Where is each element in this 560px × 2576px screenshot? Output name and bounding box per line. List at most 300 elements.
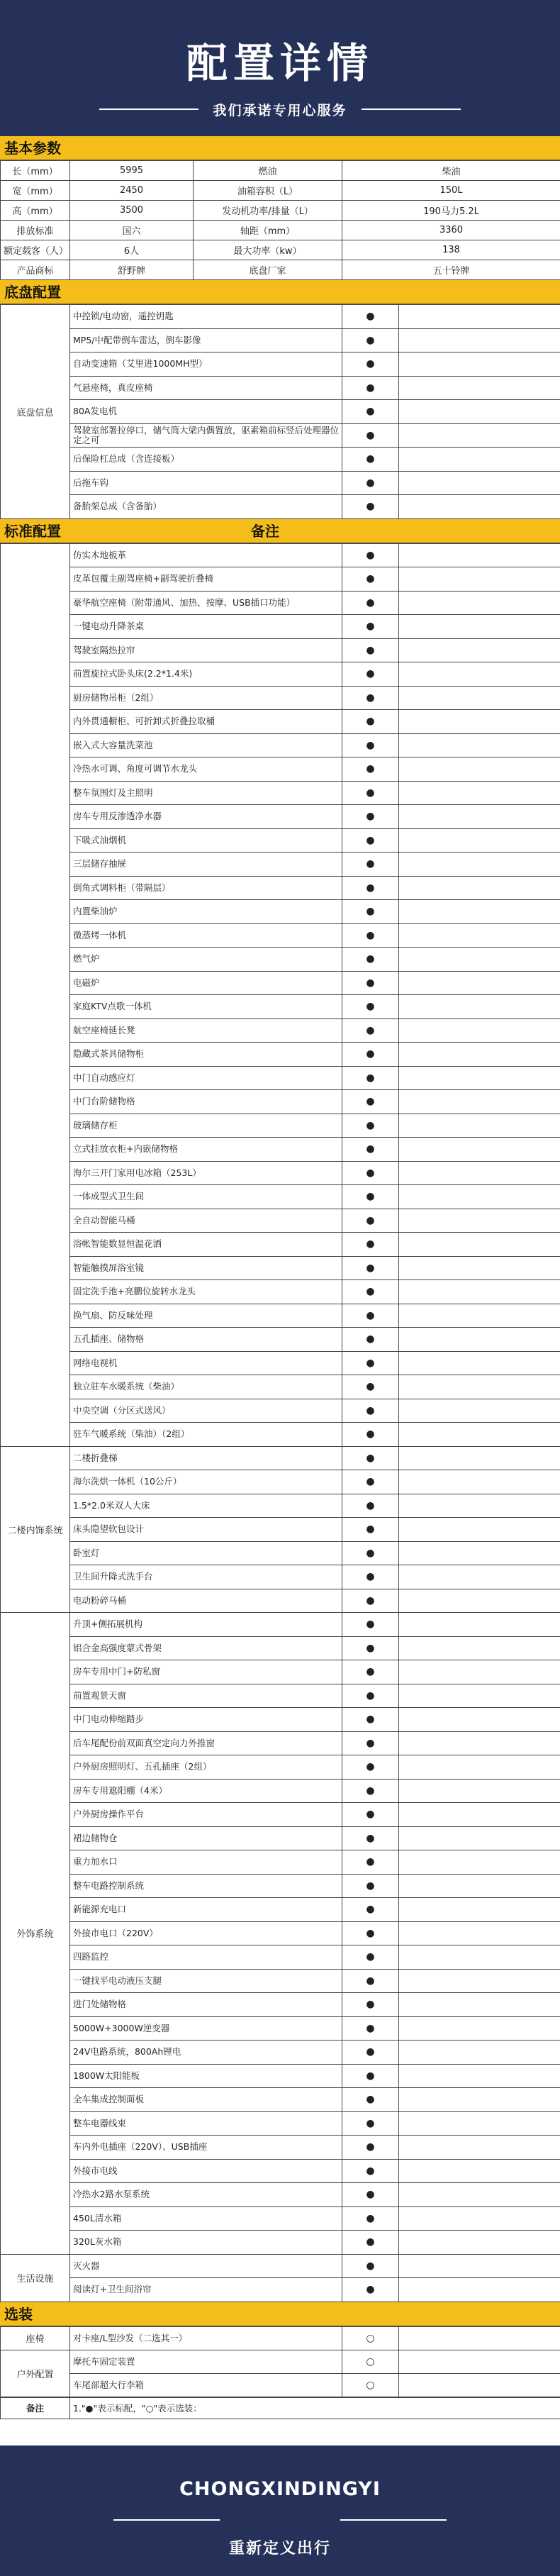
feature-mark: ● <box>342 1708 399 1732</box>
feature-note <box>399 1423 560 1447</box>
feature-note <box>399 948 560 972</box>
standard-row <box>1 591 560 615</box>
page-header <box>0 0 560 136</box>
standard-row <box>1 733 560 757</box>
feature-note <box>399 1826 560 1850</box>
feature-mark: ● <box>342 1731 399 1755</box>
feature-item: 户外厨房操作平台 <box>70 1803 342 1827</box>
feature-item: 全自动智能马桶 <box>70 1209 342 1233</box>
standard-row <box>1 1256 560 1280</box>
feature-mark: ● <box>342 781 399 805</box>
standard-row <box>1 1066 560 1090</box>
feature-item: 海尔三开门家用电冰箱（253L） <box>70 1161 342 1185</box>
feature-mark: ○ <box>342 2326 399 2350</box>
feature-note <box>399 1209 560 1233</box>
feature-mark: ● <box>342 543 399 567</box>
feature-note <box>399 1185 560 1209</box>
feature-note <box>399 805 560 829</box>
feature-note <box>399 615 560 639</box>
standard-row <box>1 1090 560 1114</box>
feature-mark: ● <box>342 995 399 1019</box>
standard-row <box>1 1589 560 1613</box>
feature-item: 厨房储物吊柜（2组） <box>70 686 342 710</box>
standard-row <box>1 1898 560 1922</box>
feature-item: 裙边储物仓 <box>70 1826 342 1850</box>
feature-mark: ● <box>342 1138 399 1162</box>
feature-item: 固定洗手池+亮鹏位旋转水龙头 <box>70 1280 342 1304</box>
feature-item: 450L清水箱 <box>70 2206 342 2231</box>
feature-mark: ● <box>342 1826 399 1850</box>
feature-item: 中控锁/电动窗，遥控钥匙 <box>70 305 342 329</box>
basic-param-row <box>1 161 560 181</box>
page-subtitle: 我们承诺专用心服务 <box>213 103 347 118</box>
standard-row <box>1 1209 560 1233</box>
category-label: 座椅 <box>1 2326 70 2350</box>
feature-note <box>399 400 560 424</box>
feature-item: 电磁炉 <box>70 971 342 995</box>
category-label: 户外配置 <box>1 2350 70 2397</box>
feature-mark: ● <box>342 328 399 352</box>
standard-row <box>1 805 560 829</box>
feature-mark: ● <box>342 900 399 924</box>
feature-mark: ● <box>342 2254 399 2278</box>
basic-params-table <box>0 160 560 280</box>
feature-note <box>399 2254 560 2278</box>
feature-note <box>399 923 560 948</box>
feature-item: 一体成型式卫生间 <box>70 1185 342 1209</box>
feature-item: 外接市电线 <box>70 2159 342 2183</box>
feature-mark: ● <box>342 1755 399 1780</box>
options-table <box>0 2326 560 2397</box>
feature-mark: ● <box>342 1375 399 1399</box>
feature-note <box>399 495 560 519</box>
feature-item: 新能源充电口 <box>70 1898 342 1922</box>
category-label: 生活设施 <box>1 2254 70 2302</box>
feature-item: 车尾部超大行李箱 <box>70 2373 342 2397</box>
feature-mark: ● <box>342 376 399 400</box>
feature-mark: ● <box>342 948 399 972</box>
standard-row <box>1 686 560 710</box>
feature-note <box>399 2350 560 2373</box>
standard-row <box>1 923 560 948</box>
standard-row <box>1 1304 560 1328</box>
feature-item: 皮革包覆主副驾座椅+副驾驶折叠椅 <box>70 567 342 592</box>
standard-row <box>1 710 560 734</box>
feature-note <box>399 2159 560 2183</box>
feature-item: 二楼折叠梯 <box>70 1446 342 1470</box>
footer-divider-left <box>113 2519 220 2521</box>
feature-mark: ● <box>342 1446 399 1470</box>
standard-row <box>1 1399 560 1423</box>
feature-mark: ● <box>342 733 399 757</box>
feature-mark: ● <box>342 1779 399 1803</box>
standard-row <box>1 1375 560 1399</box>
standard-row <box>1 1138 560 1162</box>
standard-row <box>1 757 560 782</box>
feature-mark: ● <box>342 1351 399 1375</box>
option-row <box>1 2350 560 2373</box>
feature-item: 五孔插座、储物格 <box>70 1328 342 1352</box>
standard-row <box>1 615 560 639</box>
feature-note <box>399 1138 560 1162</box>
standard-row <box>1 2016 560 2041</box>
feature-mark: ● <box>342 923 399 948</box>
section-standard-title: 标准配置 <box>4 522 61 540</box>
feature-mark: ● <box>342 1018 399 1043</box>
feature-mark: ● <box>342 2111 399 2136</box>
feature-item: 80A发电机 <box>70 400 342 424</box>
feature-note <box>399 471 560 495</box>
feature-item: 气悬座椅，真皮座椅 <box>70 376 342 400</box>
param-value: 2450 <box>70 181 194 201</box>
standard-row <box>1 1755 560 1780</box>
feature-item: 进门处储物格 <box>70 1993 342 2017</box>
feature-note <box>399 1731 560 1755</box>
feature-note <box>399 853 560 877</box>
feature-item: 卫生间升降式洗手台 <box>70 1565 342 1589</box>
feature-item: 家庭KTV点歌一体机 <box>70 995 342 1019</box>
feature-item: 1800W太阳能板 <box>70 2064 342 2088</box>
param-label: 长（mm） <box>1 161 70 181</box>
feature-mark: ● <box>342 1280 399 1304</box>
feature-mark: ● <box>342 495 399 519</box>
standard-row <box>1 1114 560 1138</box>
feature-item: 房车专用遮阳棚（4米） <box>70 1779 342 1803</box>
standard-row <box>1 1161 560 1185</box>
standard-row <box>1 2111 560 2136</box>
section-chassis <box>0 280 560 304</box>
param-value: 五十铃牌 <box>342 260 560 280</box>
feature-note <box>399 1256 560 1280</box>
feature-note <box>399 1969 560 1993</box>
feature-item: 后车尾配份前双面真空定向力外推窗 <box>70 1731 342 1755</box>
feature-item: MP5/中配带倒车雷达，倒车影像 <box>70 328 342 352</box>
feature-mark: ● <box>342 1209 399 1233</box>
feature-mark: ● <box>342 2088 399 2112</box>
feature-item: 阅读灯+卫生间浴帘 <box>70 2278 342 2302</box>
section-standard-note: 备注 <box>251 522 279 540</box>
chassis-row <box>1 352 560 377</box>
standard-row <box>1 1779 560 1803</box>
feature-item: 后保险杠总成（含连接板） <box>70 448 342 472</box>
feature-item: 摩托车固定装置 <box>70 2350 342 2373</box>
feature-note <box>399 2016 560 2041</box>
standard-row <box>1 1280 560 1304</box>
feature-item: 前置观景天窗 <box>70 1684 342 1708</box>
feature-item: 备胎架总成（含备胎） <box>70 495 342 519</box>
standard-row <box>1 2041 560 2065</box>
feature-note <box>399 1018 560 1043</box>
feature-mark: ● <box>342 1399 399 1423</box>
feature-mark: ● <box>342 2041 399 2065</box>
feature-mark: ● <box>342 615 399 639</box>
feature-mark: ● <box>342 1541 399 1565</box>
feature-note <box>399 328 560 352</box>
standard-row <box>1 2064 560 2088</box>
feature-mark: ● <box>342 2159 399 2183</box>
param-label: 底盘厂家 <box>194 260 342 280</box>
divider-right <box>362 109 461 110</box>
feature-mark: ● <box>342 1470 399 1494</box>
feature-mark: ● <box>342 876 399 900</box>
feature-mark: ● <box>342 1518 399 1542</box>
standard-row <box>1 1328 560 1352</box>
feature-note <box>399 1541 560 1565</box>
standard-row <box>1 1826 560 1850</box>
standard-row <box>1 1803 560 1827</box>
feature-item: 中央空调（分区式送风） <box>70 1399 342 1423</box>
feature-note <box>399 423 560 448</box>
standard-row <box>1 1945 560 1970</box>
remark-table <box>0 2397 560 2419</box>
feature-mark: ● <box>342 1090 399 1114</box>
feature-note <box>399 1446 560 1470</box>
chassis-table <box>0 304 560 519</box>
feature-note <box>399 828 560 853</box>
feature-item: 微蒸烤一体机 <box>70 923 342 948</box>
feature-mark: ● <box>342 1636 399 1660</box>
feature-mark: ● <box>342 1185 399 1209</box>
feature-mark: ● <box>342 1589 399 1613</box>
feature-item: 冷热水2路水泵系统 <box>70 2183 342 2207</box>
feature-note <box>399 352 560 377</box>
feature-note <box>399 1755 560 1780</box>
category-label: 外饰系统 <box>1 1613 70 2255</box>
feature-note <box>399 1898 560 1922</box>
feature-item: 燃气炉 <box>70 948 342 972</box>
standard-row <box>1 1921 560 1945</box>
feature-mark: ● <box>342 2183 399 2207</box>
standard-row <box>1 1541 560 1565</box>
remark-label: 备注 <box>1 2397 70 2419</box>
standard-row <box>1 781 560 805</box>
feature-item: 换气扇、防反味处理 <box>70 1304 342 1328</box>
category-label: 底盘信息 <box>1 305 70 519</box>
feature-mark: ● <box>342 710 399 734</box>
param-label: 油箱容积（L） <box>194 181 342 201</box>
standard-row <box>1 1565 560 1589</box>
feature-note <box>399 1233 560 1257</box>
feature-item: 320L灰水箱 <box>70 2231 342 2255</box>
feature-mark: ● <box>342 1233 399 1257</box>
feature-mark: ● <box>342 2064 399 2088</box>
feature-mark: ● <box>342 400 399 424</box>
feature-note <box>399 2373 560 2397</box>
feature-mark: ○ <box>342 2373 399 2397</box>
feature-note <box>399 971 560 995</box>
param-label: 排放标准 <box>1 221 70 240</box>
param-label: 发动机功率/排量（L） <box>194 201 342 221</box>
feature-item: 1.5*2.0米双人大床 <box>70 1494 342 1518</box>
standard-row <box>1 2136 560 2160</box>
feature-item: 内置柴油炉 <box>70 900 342 924</box>
section-chassis-title: 底盘配置 <box>4 284 61 301</box>
feature-mark: ● <box>342 567 399 592</box>
feature-mark: ● <box>342 662 399 687</box>
standard-row <box>1 662 560 687</box>
param-value: 舒野牌 <box>70 260 194 280</box>
feature-note <box>399 686 560 710</box>
param-label: 最大功率（kw） <box>194 240 342 260</box>
feature-item: 卧室灯 <box>70 1541 342 1565</box>
feature-mark: ● <box>342 853 399 877</box>
param-value: 190马力5.2L <box>342 201 560 221</box>
feature-item: 冷热水可调、角度可调节水龙头 <box>70 757 342 782</box>
feature-note <box>399 662 560 687</box>
feature-item: 后拖车钩 <box>70 471 342 495</box>
feature-mark: ● <box>342 1328 399 1352</box>
section-standard <box>0 519 560 543</box>
standard-row <box>1 1850 560 1875</box>
standard-row <box>1 948 560 972</box>
chassis-row <box>1 305 560 329</box>
feature-mark: ● <box>342 1043 399 1067</box>
feature-note <box>399 376 560 400</box>
feature-note <box>399 1090 560 1114</box>
feature-note <box>399 1921 560 1945</box>
basic-param-row <box>1 221 560 240</box>
feature-mark: ● <box>342 1304 399 1328</box>
feature-item: 海尔洗烘一体机（10公斤） <box>70 1470 342 1494</box>
feature-item: 对卡座/L型沙发（二选其一） <box>70 2326 342 2350</box>
param-label: 产品商标 <box>1 260 70 280</box>
standard-row <box>1 1018 560 1043</box>
standard-row <box>1 1731 560 1755</box>
feature-note <box>399 1161 560 1185</box>
feature-note <box>399 1351 560 1375</box>
feature-item: 房车专用中门+防私窗 <box>70 1660 342 1684</box>
feature-mark: ● <box>342 591 399 615</box>
feature-item: 四路监控 <box>70 1945 342 1970</box>
chassis-row <box>1 495 560 519</box>
param-value: 150L <box>342 181 560 201</box>
feature-mark: ● <box>342 805 399 829</box>
standard-row <box>1 1993 560 2017</box>
feature-mark: ● <box>342 1066 399 1090</box>
footer-slogan: 重新定义出行 <box>228 2540 331 2558</box>
feature-note <box>399 1375 560 1399</box>
feature-item: 电动粉碎马桶 <box>70 1589 342 1613</box>
category-label: 二楼内饰系统 <box>1 1446 70 1613</box>
feature-note <box>399 2041 560 2065</box>
section-options <box>0 2302 560 2326</box>
feature-item: 重力加水口 <box>70 1850 342 1875</box>
feature-item: 外接市电口（220V） <box>70 1921 342 1945</box>
feature-mark: ● <box>342 638 399 662</box>
feature-note <box>399 710 560 734</box>
feature-item: 床头隐望软包设计 <box>70 1518 342 1542</box>
standard-row <box>1 1636 560 1660</box>
feature-item: 三层储存抽屉 <box>70 853 342 877</box>
footer-divider-right <box>340 2519 447 2521</box>
feature-item: 浴帐智能数显恒温花洒 <box>70 1233 342 1257</box>
standard-row <box>1 2088 560 2112</box>
feature-mark: ● <box>342 1256 399 1280</box>
standard-row <box>1 1613 560 1637</box>
page-footer <box>0 2445 560 2576</box>
feature-note <box>399 567 560 592</box>
standard-table <box>0 543 560 2302</box>
feature-item: 驾驶室部署拉停口，储气筒大梁内偶置放，驱素箱前标竖后处理器位定之可 <box>70 423 342 448</box>
feature-item: 独立驻车水暖系统（柴油） <box>70 1375 342 1399</box>
feature-item: 车内外电插座（220V）、USB插座 <box>70 2136 342 2160</box>
feature-note <box>399 1565 560 1589</box>
feature-item: 嵌入式大容量洗菜池 <box>70 733 342 757</box>
feature-item: 灭火器 <box>70 2254 342 2278</box>
standard-row <box>1 1470 560 1494</box>
chassis-row <box>1 423 560 448</box>
param-label: 额定载客（人） <box>1 240 70 260</box>
feature-note <box>399 1660 560 1684</box>
feature-mark: ● <box>342 1850 399 1875</box>
feature-mark: ● <box>342 2278 399 2302</box>
standard-row <box>1 638 560 662</box>
standard-row <box>1 900 560 924</box>
standard-row <box>1 1874 560 1898</box>
feature-note <box>399 1589 560 1613</box>
feature-note <box>399 591 560 615</box>
feature-mark: ● <box>342 448 399 472</box>
feature-mark: ● <box>342 352 399 377</box>
param-value: 6人 <box>70 240 194 260</box>
chassis-row <box>1 471 560 495</box>
standard-row <box>1 2254 560 2278</box>
standard-row <box>1 1185 560 1209</box>
feature-note <box>399 1993 560 2017</box>
feature-mark: ● <box>342 686 399 710</box>
param-value: 柴油 <box>342 161 560 181</box>
param-value: 138 <box>342 240 560 260</box>
feature-note <box>399 2064 560 2088</box>
feature-note <box>399 1803 560 1827</box>
feature-item: 24V电路系统，800Ah锂电 <box>70 2041 342 2065</box>
param-label: 燃油 <box>194 161 342 181</box>
feature-note <box>399 1518 560 1542</box>
standard-row <box>1 2206 560 2231</box>
feature-note <box>399 1684 560 1708</box>
standard-row <box>1 2183 560 2207</box>
feature-note <box>399 1613 560 1637</box>
feature-mark: ● <box>342 1993 399 2017</box>
feature-note <box>399 1470 560 1494</box>
feature-mark: ● <box>342 1921 399 1945</box>
feature-item: 内外贯通橱柜、可折卸式折叠拉取桶 <box>70 710 342 734</box>
feature-note <box>399 1304 560 1328</box>
feature-item: 玻璃储存柜 <box>70 1114 342 1138</box>
feature-item: 整车电器线束 <box>70 2111 342 2136</box>
param-label: 宽（mm） <box>1 181 70 201</box>
feature-note <box>399 1066 560 1090</box>
feature-note <box>399 2088 560 2112</box>
feature-note <box>399 1850 560 1875</box>
basic-param-row <box>1 201 560 221</box>
standard-row <box>1 543 560 567</box>
feature-note <box>399 900 560 924</box>
standard-row <box>1 853 560 877</box>
page-title: 配置详情 <box>186 39 374 87</box>
feature-item: 升顶+侧拓展机构 <box>70 1613 342 1637</box>
feature-item: 驾驶室隔热拉帘 <box>70 638 342 662</box>
feature-item: 倒角式调料柜（带隔层） <box>70 876 342 900</box>
basic-param-row <box>1 260 560 280</box>
feature-note <box>399 1945 560 1970</box>
feature-note <box>399 638 560 662</box>
feature-item: 智能触摸屏浴室镜 <box>70 1256 342 1280</box>
feature-item: 豪华航空座椅（附带通风、加热、按摩、USB插口功能） <box>70 591 342 615</box>
feature-item: 隐藏式茶具储物柜 <box>70 1043 342 1067</box>
chassis-row <box>1 448 560 472</box>
feature-mark: ● <box>342 423 399 448</box>
